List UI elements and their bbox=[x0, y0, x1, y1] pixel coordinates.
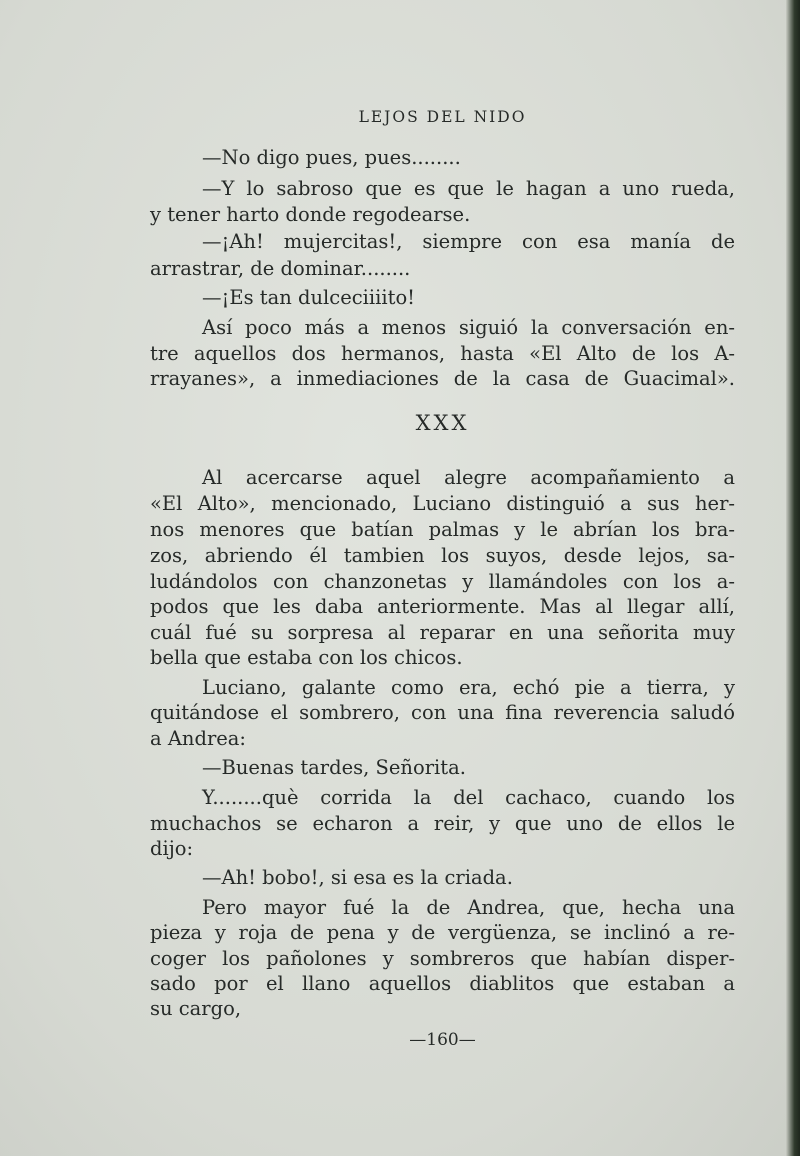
text-line: y tener harto donde regodearse. bbox=[150, 203, 471, 226]
text-line: Así poco más a menos siguió la conversación en- bbox=[202, 316, 735, 339]
text-line: cuál fué su sorpresa al reparar en una señorita muy bbox=[150, 621, 735, 644]
text-line: ludándolos con chanzonetas y llamándoles con los a- bbox=[150, 570, 735, 593]
text-line: Pero mayor fué la de Andrea, que, hecha una bbox=[202, 896, 735, 919]
text-line: —Buenas tardes, Señorita. bbox=[202, 756, 466, 779]
text-line: nos menores que batían palmas y le abrían los bra- bbox=[150, 518, 735, 541]
text-line: rrayanes», a inmediaciones de la casa de Guacimal». bbox=[150, 367, 735, 390]
text-line: muchachos se echaron a reir, y que uno de ellos le bbox=[150, 812, 735, 835]
text-line: Luciano, galante como era, echó pie a tierra, y bbox=[202, 676, 735, 699]
text-line: zos, abriendo él tambien los suyos, desde lejos, sa- bbox=[150, 544, 735, 567]
text-line: a Andrea: bbox=[150, 727, 247, 750]
text-line: bella que estaba con los chicos. bbox=[150, 646, 463, 669]
page-number: —160— bbox=[409, 1030, 476, 1050]
text-line: sado por el llano aquellos diablitos que estaban a bbox=[150, 972, 735, 995]
text-line: —¡Es tan dulceciiiito! bbox=[202, 286, 416, 309]
text-line: tre aquellos dos hermanos, hasta «El Alto de los A- bbox=[150, 342, 735, 365]
section-heading: XXX bbox=[415, 411, 470, 435]
text-line: quitándose el sombrero, con una fina reverencia saludó bbox=[150, 701, 735, 724]
text-line: Y........què corrida la del cachaco, cuando los bbox=[202, 786, 735, 809]
text-line: —¡Ah! mujercitas!, siempre con esa manía de bbox=[202, 230, 735, 253]
page-edge-shadow bbox=[786, 0, 800, 1156]
text-line: —Y lo sabroso que es que le hagan a uno rueda, bbox=[202, 177, 735, 200]
text-line: —No digo pues, pues........ bbox=[202, 146, 461, 169]
text-line: su cargo, bbox=[150, 997, 242, 1020]
running-header: LEJOS DEL NIDO bbox=[358, 108, 527, 126]
text-line: Al acercarse aquel alegre acompañamiento a bbox=[202, 466, 735, 489]
text-line: «El Alto», mencionado, Luciano distinguió a sus her- bbox=[150, 492, 735, 515]
text-line: pieza y roja de pena y de vergüenza, se inclinó a re- bbox=[150, 921, 735, 944]
text-line: coger los pañolones y sombreros que habían disper- bbox=[150, 947, 735, 970]
text-line: podos que les daba anteriormente. Mas al llegar allí, bbox=[150, 595, 735, 618]
text-line: —Ah! bobo!, si esa es la criada. bbox=[202, 866, 513, 889]
text-line: dijo: bbox=[150, 837, 194, 860]
text-line: arrastrar, de dominar........ bbox=[150, 257, 411, 280]
